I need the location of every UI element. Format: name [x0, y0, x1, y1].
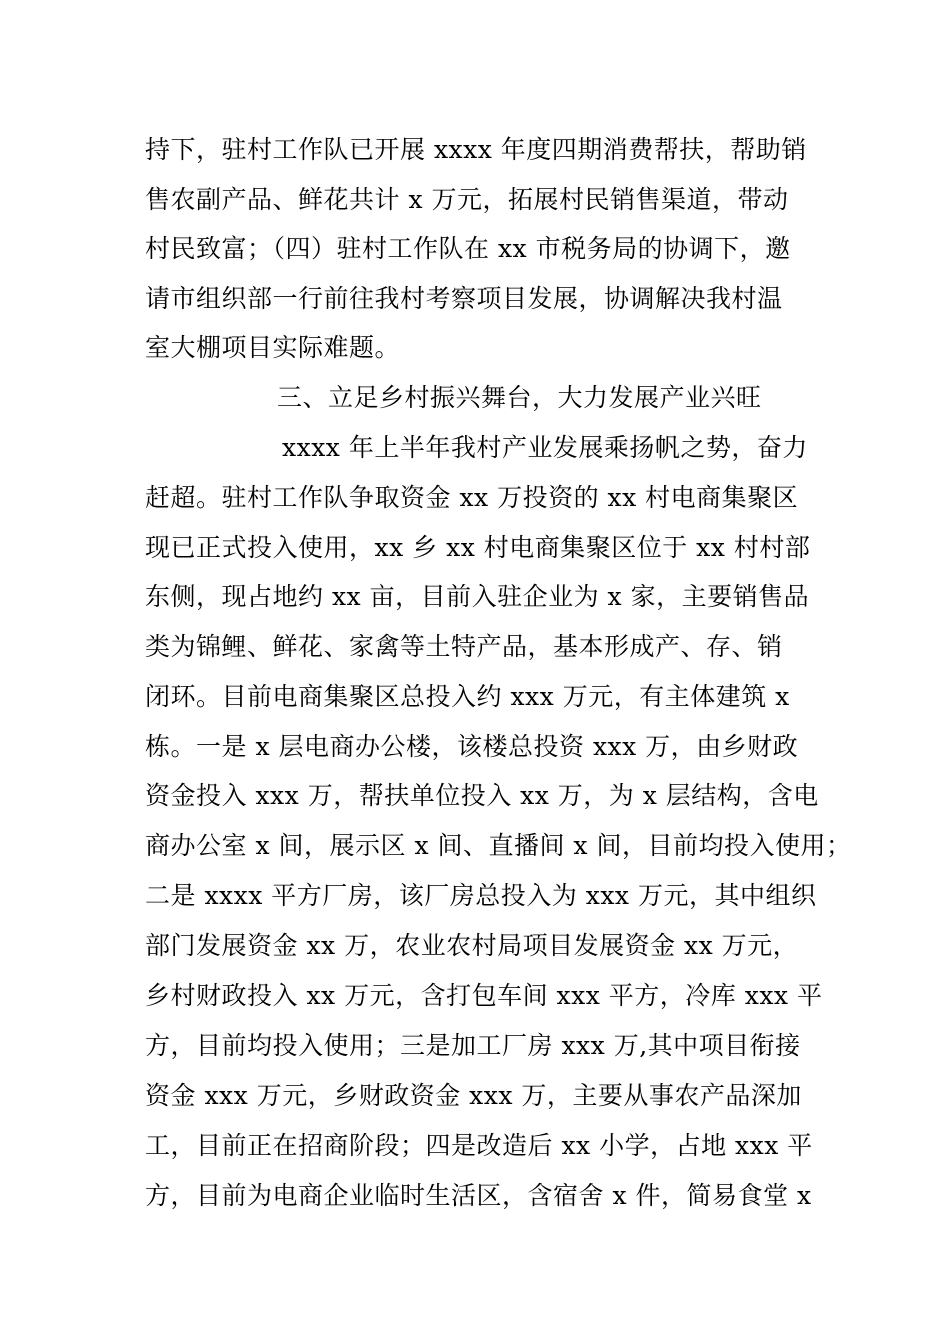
paragraph-line: 室大棚项目实际难题。 — [145, 333, 401, 362]
paragraph-line: 部门发展资金 xx 万，农业农村局项目发展资金 xx 万元， — [145, 931, 799, 960]
paragraph-line: 二是 xxxx 平方厂房，该厂房总投入为 xxx 万元，其中组织 — [145, 881, 817, 910]
paragraph-line: 赶超。驻村工作队争取资金 xx 万投资的 xx 村电商集聚区 — [145, 483, 799, 512]
paragraph-line: 资金 xxx 万元，乡财政资金 xxx 万，主要从事农产品深加 — [145, 1081, 802, 1110]
paragraph-line: 方，目前为电商企业临时生活区，含宿舍 x 件，简易食堂 x — [145, 1181, 812, 1210]
paragraph-line: 村民致富；（四）驻村工作队在 xx 市税务局的协调下，邀 — [145, 234, 791, 263]
paragraph-line: 东侧，现占地约 xx 亩，目前入驻企业为 x 家，主要销售品 — [145, 582, 810, 611]
paragraph-line: 栋。一是 x 层电商办公楼，该楼总投资 xxx 万，由乡财政 — [145, 732, 799, 761]
paragraph-line: 方，目前均投入使用；三是加工厂房 xxx 万,其中项目衔接 — [145, 1031, 801, 1060]
paragraph-line: 现已正式投入使用，xx 乡 xx 村电商集聚区位于 xx 村村部 — [145, 533, 811, 562]
paragraph-line: 商办公室 x 间，展示区 x 间、直播间 x 间，目前均投入使用； — [145, 831, 852, 860]
section-heading: 三、立足乡村振兴舞台，大力发展产业兴旺 — [277, 383, 762, 412]
paragraph-line: 闭环。目前电商集聚区总投入约 xxx 万元，有主体建筑 x — [145, 682, 790, 711]
paragraph-line: 资金投入 xxx 万，帮扶单位投入 xx 万，为 x 层结构，含电 — [145, 781, 819, 810]
paragraph-line: 乡村财政投入 xx 万元，含打包车间 xxx 平方，冷库 xxx 平 — [145, 981, 823, 1010]
paragraph-line: 售农副产品、鲜花共计 x 万元，拓展村民销售渠道，带动 — [145, 185, 789, 214]
paragraph-line: 类为锦鲤、鲜花、家禽等土特产品，基本形成产、存、销 — [145, 632, 783, 661]
paragraph-line: 持下，驻村工作队已开展 xxxx 年度四期消费帮扶，帮助销 — [145, 135, 807, 164]
paragraph-line: 请市组织部一行前往我村考察项目发展，协调解决我村温 — [145, 284, 783, 313]
paragraph-line: 工，目前正在招商阶段；四是改造后 xx 小学，占地 xxx 平 — [145, 1131, 813, 1160]
paragraph-line: xxxx 年上半年我村产业发展乘扬帆之势，奋力 — [282, 433, 808, 462]
